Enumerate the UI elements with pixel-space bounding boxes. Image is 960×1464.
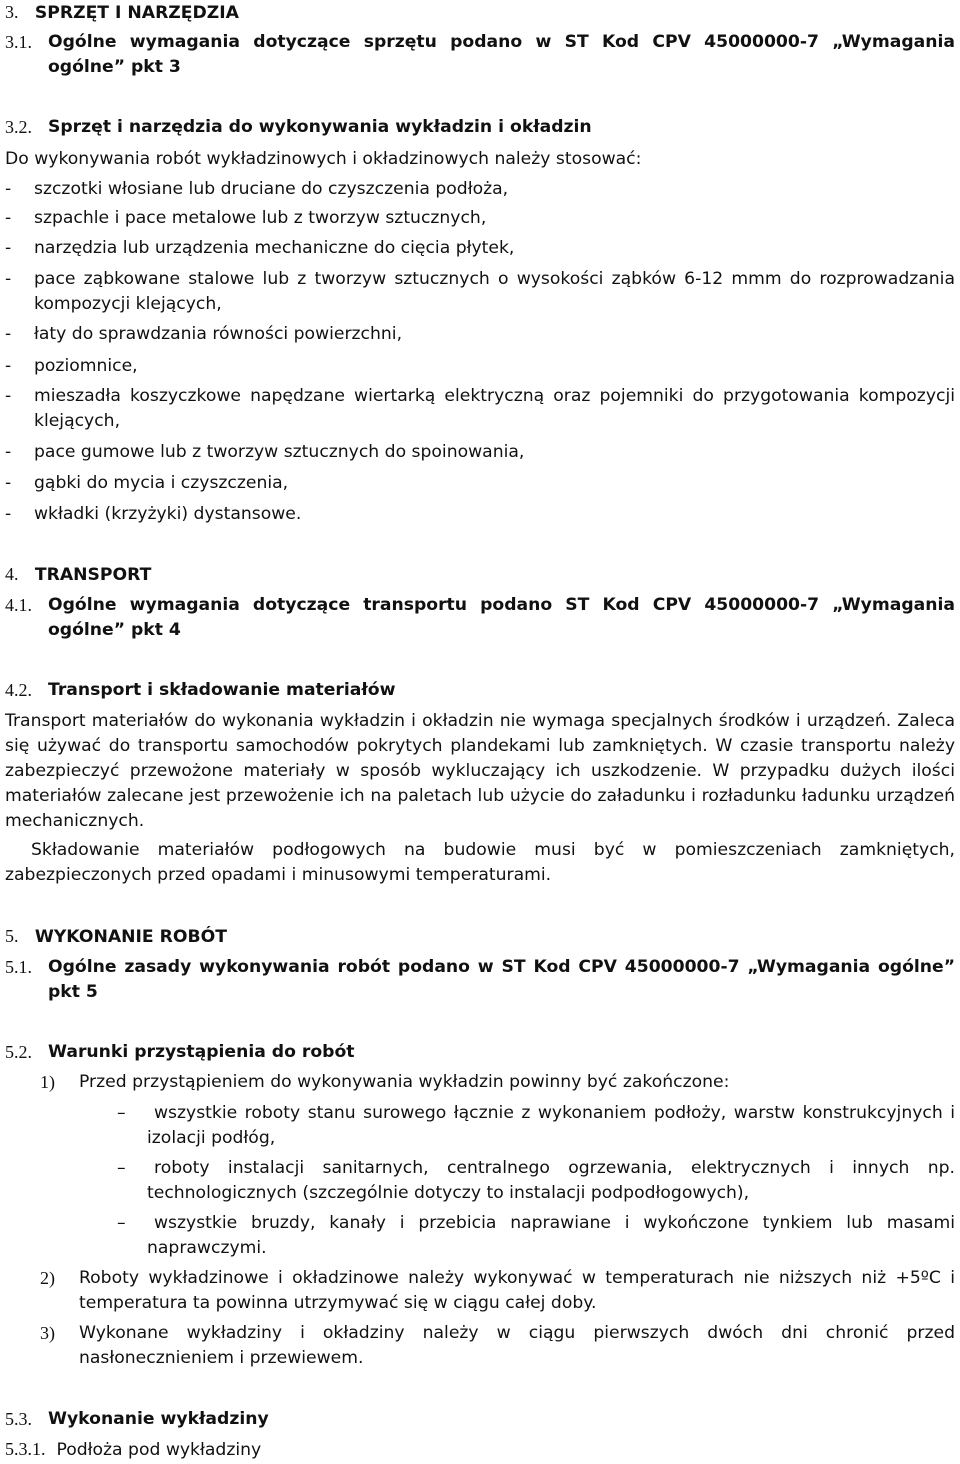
section-number: 5.3. [5, 1409, 32, 1429]
section-title: TRANSPORT [34, 565, 152, 585]
list-item: - gąbki do mycia i czyszczenia, [5, 473, 289, 493]
list-item: - szczotki włosiane lub druciane do czyszczenia podłoża, [5, 179, 509, 199]
paragraph-transport: Transport materiałów do wykonania wykładzin i okładzin nie wymaga specjalnych środków i urządzeń. Zaleca się używać do transportu samochodów pokrytych plandekami lub zamkniętych. W czasie transportu należy zabezpieczyć przewożone materiały w sposób wykluczający ich uszkodzenie. W przypadku dużych ilości materiałów zalecane jest przewożenie ich na paletach lub użycie do załadunku i rozładunku ładunku urządzeń mechanicznych. [5, 711, 955, 831]
section-title: WYKONANIE ROBÓT [34, 927, 227, 947]
section-number: 4. [5, 564, 19, 584]
section-title: Transport i składowanie materiałów [48, 680, 396, 700]
section-title: Wykonanie wykładziny [48, 1409, 269, 1429]
section-number: 3.2. [5, 117, 32, 137]
section-number: 5. [5, 926, 19, 946]
section-title: Ogólne wymagania dotyczące transportu podano ST Kod CPV 45000000-7 „Wymagania ogólne” pkt 4 [48, 595, 955, 640]
section-number: 3.1. [5, 32, 32, 52]
section-number: 4.1. [5, 595, 32, 615]
list-item: - poziomnice, [5, 356, 138, 376]
list-item: - łaty do sprawdzania równości powierzchni, [5, 324, 403, 344]
section-number: 3. [5, 2, 19, 22]
heading-section-4 [5, 562, 151, 588]
heading-section-4-1 [5, 593, 955, 643]
section-title: Ogólne zasady wykonywania robót podano w ST Kod CPV 45000000-7 „Wymagania ogólne” pkt 5 [48, 957, 955, 1002]
heading-section-3-2 [5, 115, 955, 140]
heading-section-5-2 [5, 1040, 955, 1065]
numbered-item: 1) Przed przystąpieniem do wykonywania wykładzin powinny być zakończone: [40, 1072, 730, 1092]
section-title: Podłoża pod wykładziny [56, 1440, 262, 1460]
paragraph-intro: Do wykonywania robót wykładzinowych i okładzinowych należy stosować: [5, 149, 642, 169]
heading-section-4-2 [5, 678, 955, 703]
heading-section-3-1 [5, 30, 955, 80]
heading-section-5-3 [5, 1407, 955, 1432]
numbered-item: 2) Roboty wykładzinowe i okładzinowe należy wykonywać w temperaturach nie niższych niż +5ºC i temperatura ta powinna utrzymywać się w ciągu całej doby. [40, 1268, 955, 1313]
section-title: Ogólne wymagania dotyczące sprzętu podano w ST Kod CPV 45000000-7 „Wymagania ogólne” pkt 3 [48, 32, 955, 77]
section-number: 5.3.1. [5, 1439, 46, 1459]
numbered-item: 3) Wykonane wykładziny i okładziny należy w ciągu pierwszych dwóch dni chronić przed nasłonecznieniem i przewiewem. [40, 1323, 955, 1368]
heading-section-5 [5, 924, 227, 950]
heading-section-3 [5, 0, 239, 26]
heading-section-5-1 [5, 955, 955, 1005]
heading-section-5-3-1 [5, 1437, 261, 1463]
sub-list-item: – roboty instalacji sanitarnych, centralnego ogrzewania, elektrycznych i innych np. technologicznych (szczególnie dotyczy to instalacji podpodłogowych), [117, 1158, 955, 1203]
section-title: SPRZĘT I NARZĘDZIA [34, 3, 239, 23]
section-number: 5.2. [5, 1042, 32, 1062]
section-number: 4.2. [5, 680, 32, 700]
list-item: - pace gumowe lub z tworzyw sztucznych do spoinowania, [5, 442, 525, 462]
section-number: 5.1. [5, 957, 32, 977]
list-item: - narzędzia lub urządzenia mechaniczne do cięcia płytek, [5, 238, 515, 258]
list-item: - wkładki (krzyżyki) dystansowe. [5, 504, 302, 524]
list-item: - pace ząbkowane stalowe lub z tworzyw sztucznych o wysokości ząbków 6-12 mmm do rozprowadzania kompozycji klejących, [5, 269, 955, 314]
sub-list-item: – wszystkie bruzdy, kanały i przebicia naprawiane i wykończone tynkiem lub masami naprawczymi. [117, 1213, 955, 1258]
list-item: - szpachle i pace metalowe lub z tworzyw sztucznych, [5, 208, 487, 228]
section-title: Sprzęt i narzędzia do wykonywania wykładzin i okładzin [48, 117, 592, 137]
sub-list-item: – wszystkie roboty stanu surowego łącznie z wykonaniem podłoży, warstw konstrukcyjnych i izolacji podłóg, [117, 1103, 955, 1148]
section-title: Warunki przystąpienia do robót [48, 1042, 355, 1062]
list-item: - mieszadła koszyczkowe napędzane wiertarką elektryczną oraz pojemniki do przygotowania kompozycji klejących, [5, 386, 955, 431]
paragraph-storage: Składowanie materiałów podłogowych na budowie musi być w pomieszczeniach zamkniętych, zabezpieczonych przed opadami i minusowymi temperaturami. [5, 840, 955, 885]
